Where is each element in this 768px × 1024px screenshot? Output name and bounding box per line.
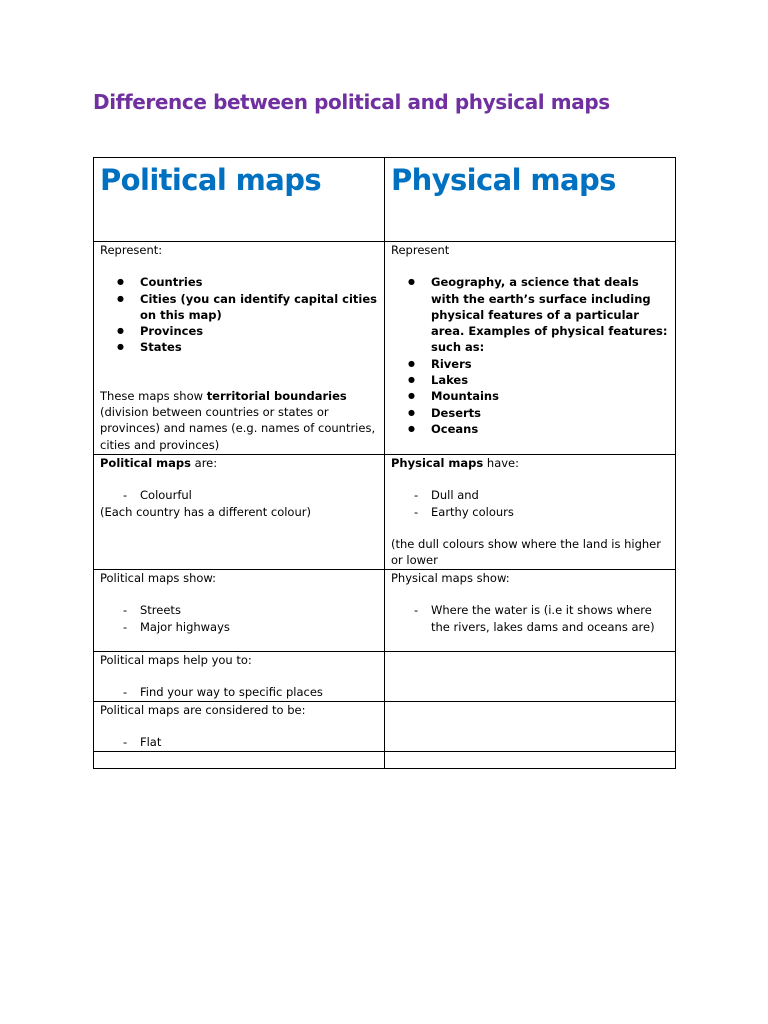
colour-note: (Each country has a different colour) [100,504,311,519]
political-help-cell [94,652,385,702]
table-row [94,702,676,752]
list-item: - Colourful [140,487,378,503]
empty-cell [385,752,676,769]
political-show-list [100,602,378,635]
political-considered-list [100,734,378,750]
political-are-list [100,487,378,503]
political-considered-label: Political maps are considered to be: [100,703,306,717]
table-row [94,242,676,455]
political-help-list [100,684,378,700]
list-item: ● Rivers [431,356,669,372]
list-item: ● Lakes [431,372,669,388]
physical-show-list [391,602,669,635]
political-show-label: Political maps show: [100,571,217,585]
list-item: ● Deserts [431,405,669,421]
table-row [94,652,676,702]
physical-have-cell [385,455,676,570]
empty-cell [94,752,385,769]
political-are-cell [94,455,385,570]
list-item: ● Mountains [431,388,669,404]
represent-label: Represent: [100,243,163,257]
political-help-label: Political maps help you to: [100,653,252,667]
list-item: ● Cities (you can identify capital cities on this map) [140,291,378,324]
table-header-row [94,158,676,242]
table-row [94,455,676,570]
physical-have-label: Physical maps have: [391,456,519,470]
empty-cell [385,652,676,702]
table-row [94,570,676,652]
comparison-table [93,157,676,769]
list-item: - Major highways [140,619,378,635]
political-show-cell [94,570,385,652]
physical-represent-cell [385,242,676,455]
dull-colour-note: (the dull colours show where the land is higher or lower [391,536,661,568]
physical-show-cell [385,570,676,652]
political-are-label: Political maps are: [100,456,218,470]
document-title: Difference between political and physical maps [93,90,610,114]
list-item: ● Geography, a science that deals with the earth’s surface including physical features of a particular area. Examples of physical features: such as: [431,274,669,355]
list-item: ● Provinces [140,323,378,339]
physical-maps-heading: Physical maps [391,163,616,197]
physical-header-cell [385,158,676,242]
physical-represent-list [391,274,669,437]
list-item: ● Oceans [431,421,669,437]
physical-have-list [391,487,669,520]
list-item: - Streets [140,602,378,618]
list-item: - Dull and [431,487,669,503]
list-item: - Find your way to specific places [140,684,378,700]
empty-cell [385,702,676,752]
list-item: - Earthy colours [431,504,669,520]
territorial-note: These maps show territorial boundaries (division between countries or states or provinces) and names (e.g. names of countries, cities and provinces) [100,388,376,452]
political-represent-list [100,274,378,355]
political-represent-cell [94,242,385,455]
physical-show-label: Physical maps show: [391,571,510,585]
territorial-boundaries-text: territorial boundaries [206,388,347,403]
list-item: ● States [140,339,378,355]
political-header-cell [94,158,385,242]
list-item: - Where the water is (i.e it shows where the rivers, lakes dams and oceans are) [431,602,669,635]
political-maps-heading: Political maps [100,163,322,197]
represent-label: Represent [391,243,450,257]
list-item: - Flat [140,734,378,750]
table-row [94,752,676,769]
political-considered-cell [94,702,385,752]
list-item: ● Countries [140,274,378,290]
